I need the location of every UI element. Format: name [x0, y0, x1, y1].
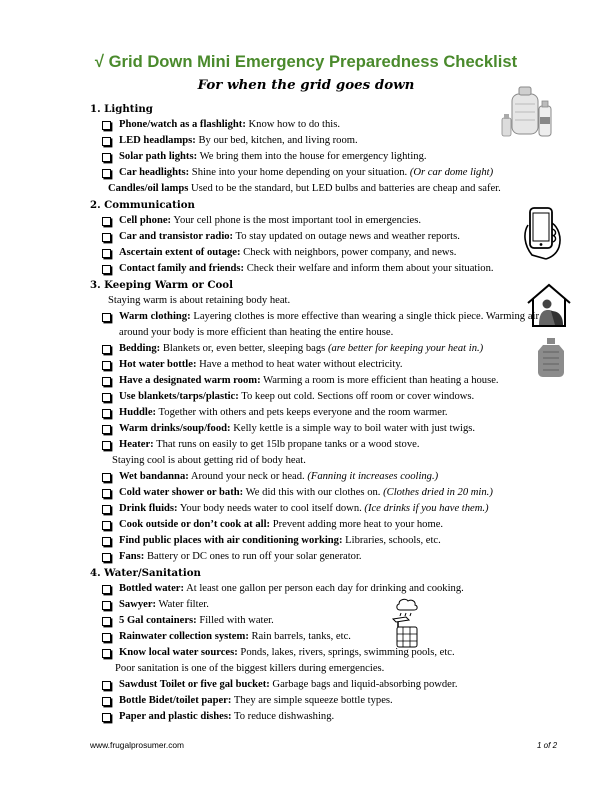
footer-url[interactable]: www.frugalprosumer.com	[90, 740, 185, 750]
list-item: Cell phone: Your cell phone is the most important tool in emergencies.	[90, 213, 560, 229]
list-item: Find public places with air conditioning working: Libraries, schools, etc.	[90, 533, 560, 549]
cool-intro: Staying cool is about getting rid of body heat.	[112, 455, 306, 466]
list-item: Warm clothing: Layering clothes is more effective than wearing a single thick piece. Warming air around your body is more efficient than heating the entire house.	[90, 309, 539, 341]
list-item: Fans: Battery or DC ones to run off your solar generator.	[90, 549, 560, 565]
checkbox[interactable]	[102, 233, 111, 242]
checkbox[interactable]	[102, 121, 111, 130]
list-item: Cook outside or don’t cook at all: Prevent adding more heat to your home.	[90, 517, 560, 533]
list-item: 5 Gal containers: Filled with water.	[90, 613, 560, 629]
checkbox[interactable]	[102, 441, 111, 450]
checkbox[interactable]	[102, 489, 111, 498]
list-item: Car headlights: Shine into your home depending on your situation. (Or car dome light)	[90, 165, 560, 181]
list-item: Have a designated warm room: Warming a room is more efficient than heating a house.	[90, 373, 560, 389]
sanitation-intro: Poor sanitation is one of the biggest killers during emergencies.	[115, 663, 385, 674]
list-item: Ascertain extent of outage: Check with neighbors, power company, and news.	[90, 245, 560, 261]
list-item: LED headlamps: By our bed, kitchen, and living room.	[90, 133, 560, 149]
list-item: Cold water shower or bath: We did this with our clothes on. (Clothes dried in 20 min.)	[90, 485, 560, 501]
list-item: Bottled water: At least one gallon per person each day for drinking and cooking.	[90, 581, 560, 597]
checkbox[interactable]	[102, 473, 111, 482]
checkbox[interactable]	[102, 345, 111, 354]
section-title-water: 4. Water/Sanitation	[90, 567, 201, 579]
section-title-communication: 2. Communication	[90, 199, 195, 211]
list-item: Sawdust Toilet or five gal bucket: Garbage bags and liquid-absorbing powder.	[90, 677, 560, 693]
rain-barrel-icon	[388, 595, 422, 651]
list-item: Wet bandanna: Around your neck or head. (Fanning it increases cooling.)	[90, 469, 560, 485]
list-item: Warm drinks/soup/food: Kelly kettle is a simple way to boil water with just twigs.	[90, 421, 560, 437]
checkbox[interactable]	[102, 713, 111, 722]
list-item: Use blankets/tarps/plastic: To keep out cold. Sections off room or cover windows.	[90, 389, 560, 405]
list-item: Bottle Bidet/toilet paper: They are simple squeeze bottle types.	[90, 693, 560, 709]
list-item: Paper and plastic dishes: To reduce dishwashing.	[90, 709, 560, 725]
checkbox[interactable]	[102, 249, 111, 258]
checkbox[interactable]	[102, 505, 111, 514]
list-item: Solar path lights: We bring them into the house for emergency lighting.	[90, 149, 560, 165]
warm-house-icon	[525, 281, 573, 329]
checkbox[interactable]	[102, 153, 111, 162]
checkbox[interactable]	[102, 521, 111, 530]
page-title: √ Grid Down Mini Emergency Preparedness Checklist	[94, 52, 518, 71]
lighting-extra-note: Candles/oil lamps Used to be the standard, but LED bulbs and batteries are cheap and safer.	[108, 183, 501, 194]
list-item: Huddle: Together with others and pets keeps everyone and the room warmer.	[90, 405, 560, 421]
list-item: Heater: That runs on easily to get 15lb propane tanks or a wood stove.	[90, 437, 560, 453]
checkbox[interactable]	[102, 361, 111, 370]
checkbox[interactable]	[102, 585, 111, 594]
list-item: Hot water bottle: Have a method to heat water without electricity.	[90, 357, 560, 373]
list-item: Bedding: Blankets or, even better, sleeping bags (are better for keeping your heat in.)	[90, 341, 560, 357]
list-item: Phone/watch as a flashlight: Know how to do this.	[90, 117, 560, 133]
checkbox[interactable]	[102, 377, 111, 386]
checkbox[interactable]	[102, 617, 111, 626]
checkbox[interactable]	[102, 137, 111, 146]
checkbox[interactable]	[102, 633, 111, 642]
checkbox[interactable]	[102, 537, 111, 546]
checkbox[interactable]	[102, 409, 111, 418]
checkbox[interactable]	[102, 169, 111, 178]
water-bottles-icon	[498, 84, 556, 140]
warm-intro: Staying warm is about retaining body heat.	[108, 295, 291, 306]
list-item: Sawyer: Water filter.	[90, 597, 560, 613]
checkbox[interactable]	[102, 649, 111, 658]
hot-water-bottle-icon	[533, 336, 569, 378]
checkbox[interactable]	[102, 681, 111, 690]
checkbox[interactable]	[102, 217, 111, 226]
checklist-content	[90, 101, 560, 725]
checkbox[interactable]	[102, 425, 111, 434]
section-title-lighting: 1. Lighting	[90, 103, 153, 115]
page-subtitle: For when the grid goes down	[197, 77, 415, 93]
checkbox[interactable]	[102, 697, 111, 706]
checkbox[interactable]	[102, 393, 111, 402]
list-item: Drink fluids: Your body needs water to cool itself down. (Ice drinks if you have them.)	[90, 501, 560, 517]
cell-phone-icon	[522, 205, 566, 261]
footer-page-number: 1 of 2	[537, 741, 558, 750]
checkbox[interactable]	[102, 265, 111, 274]
list-item: Contact family and friends: Check their welfare and inform them about your situation.	[90, 261, 560, 277]
list-item: Car and transistor radio: To stay updated on outage news and weather reports.	[90, 229, 560, 245]
list-item: Know local water sources: Ponds, lakes, rivers, springs, swimming pools, etc.	[90, 645, 560, 661]
checkbox[interactable]	[102, 553, 111, 562]
checkbox[interactable]	[102, 313, 111, 322]
checkbox[interactable]	[102, 601, 111, 610]
section-title-warm-cool: 3. Keeping Warm or Cool	[90, 279, 233, 291]
list-item: Rainwater collection system: Rain barrels, tanks, etc.	[90, 629, 560, 645]
